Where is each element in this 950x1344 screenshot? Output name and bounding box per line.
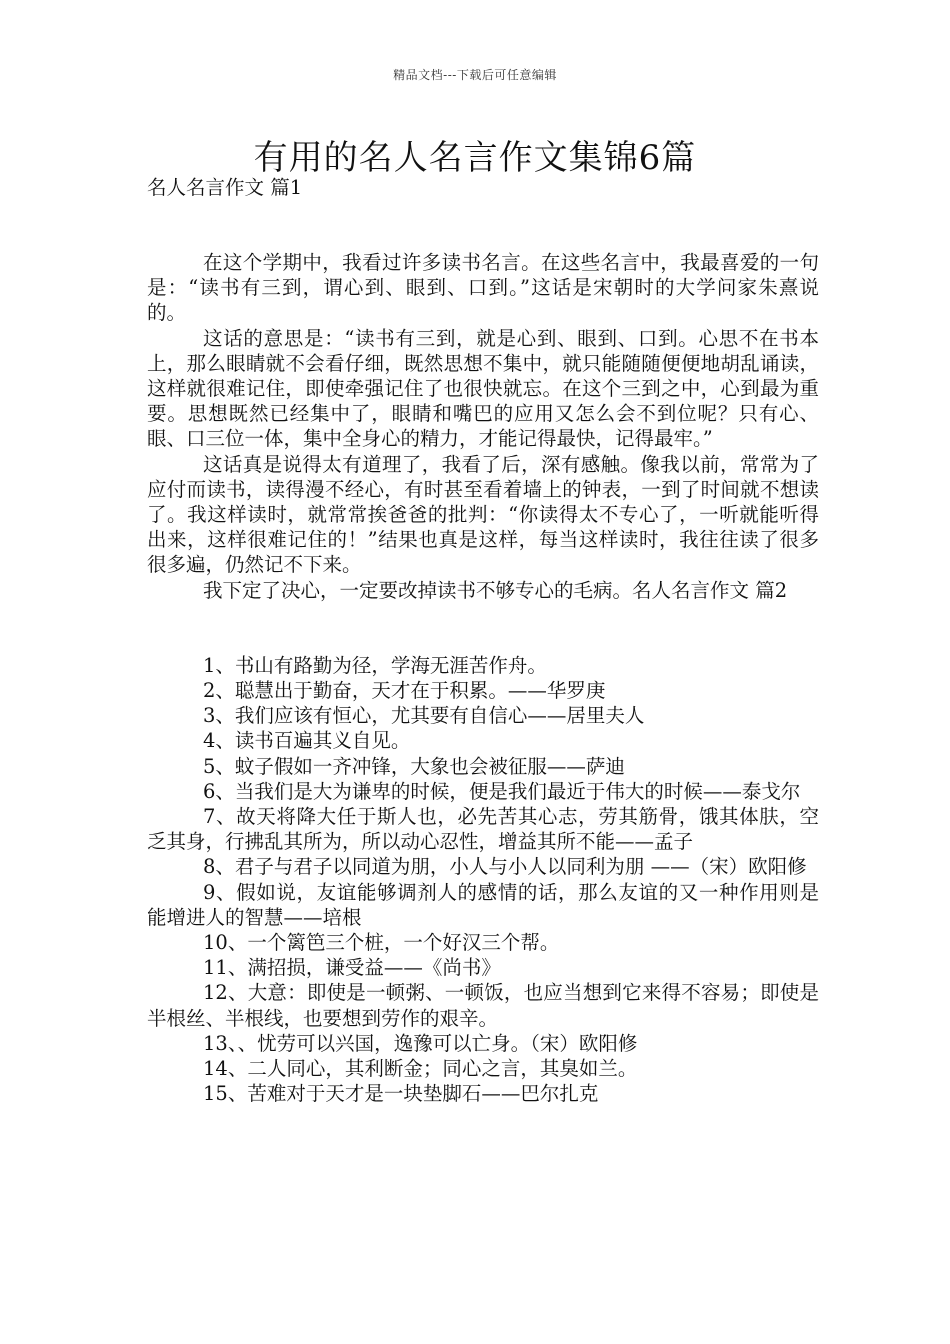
paragraph: 这话真是说得太有道理了，我看了后，深有感触。像我以前，常常为了应付而读书，读得漫不经心，有时甚至看着墙上的钟表，一到了时间就不想读了。我这样读时，就常常挨爸爸的批判：“你读得太不专心了，一听就能听得出来，这样很难记住的！”结果也真是这样，每当这样读时，我往往读了很多很多遍，仍然记不下来。 [147, 452, 819, 577]
quote-item: 9、假如说，友谊能够调剂人的感情的话，那么友谊的又一种作用则是能增进人的智慧——培根 [147, 880, 819, 929]
quote-item: 8、君子与君子以同道为朋，小人与小人以同利为朋 ——（宋）欧阳修 [203, 855, 807, 879]
paragraph: 这话的意思是：“读书有三到，就是心到、眼到、口到。心思不在书本上，那么眼睛就不会看仔细，既然思想不集中，就只能随随便便地胡乱诵读，这样就很难记住，即使牵强记住了也很快就忘。在这个三到之中，心到最为重要。思想既然已经集中了，眼睛和嘴巴的应用又怎么会不到位呢？只有心、眼、口三位一体，集中全身心的精力，才能记得最快，记得最牢。” [147, 326, 819, 451]
document-title: 有用的名人名言作文集锦6篇 [253, 138, 697, 178]
quote-item: 4、读书百遍其义自见。 [203, 729, 411, 753]
quote-item: 1、书山有路勤为径，学海无涯苦作舟。 [203, 653, 547, 677]
page-header: 精品文档---下载后可任意编辑 [393, 68, 557, 82]
quote-item: 15、苦难对于天才是一块垫脚石——巴尔扎克 [203, 1082, 599, 1106]
quote-item: 13、、忧劳可以兴国，逸豫可以亡身。（宋）欧阳修 [203, 1031, 638, 1055]
quote-item: 11、满招损，谦受益——《尚书》 [203, 956, 501, 980]
quote-item: 12、大意：即使是一顿粥、一顿饭，也应当想到它来得不容易；即使是半根丝、半根线，也要想到劳作的艰辛。 [147, 981, 819, 1030]
document-body [147, 175, 819, 1107]
paragraph: 在这个学期中，我看过许多读书名言。在这些名言中，我最喜爱的一句是：“读书有三到，谓心到、眼到、口到。”这话是宋朝时的大学问家朱熹说的。 [147, 251, 819, 325]
spacer [147, 200, 819, 250]
quote-item: 14、二人同心，其利断金；同心之言，其臭如兰。 [203, 1057, 638, 1081]
paragraph: 我下定了决心，一定要改掉读书不够专心的毛病。名人名言作文 篇2 [203, 578, 788, 602]
spacer [147, 603, 819, 653]
quote-item: 10、一个篱笆三个桩，一个好汉三个帮。 [203, 931, 560, 955]
quote-item: 3、我们应该有恒心，尤其要有自信心——居里夫人 [203, 704, 645, 728]
section-heading: 名人名言作文 篇1 [147, 176, 303, 199]
quote-item: 6、当我们是大为谦卑的时候，便是我们最近于伟大的时候——泰戈尔 [203, 779, 801, 803]
quote-item: 2、聪慧出于勤奋，天才在于积累。——华罗庚 [203, 679, 606, 703]
quote-item: 7、故天将降大任于斯人也，必先苦其心志，劳其筋骨，饿其体肤，空乏其身，行拂乱其所为，所以动心忍性，增益其所不能——孟子 [147, 805, 819, 854]
quote-item: 5、蚊子假如一齐冲锋，大象也会被征服——萨迪 [203, 754, 625, 778]
